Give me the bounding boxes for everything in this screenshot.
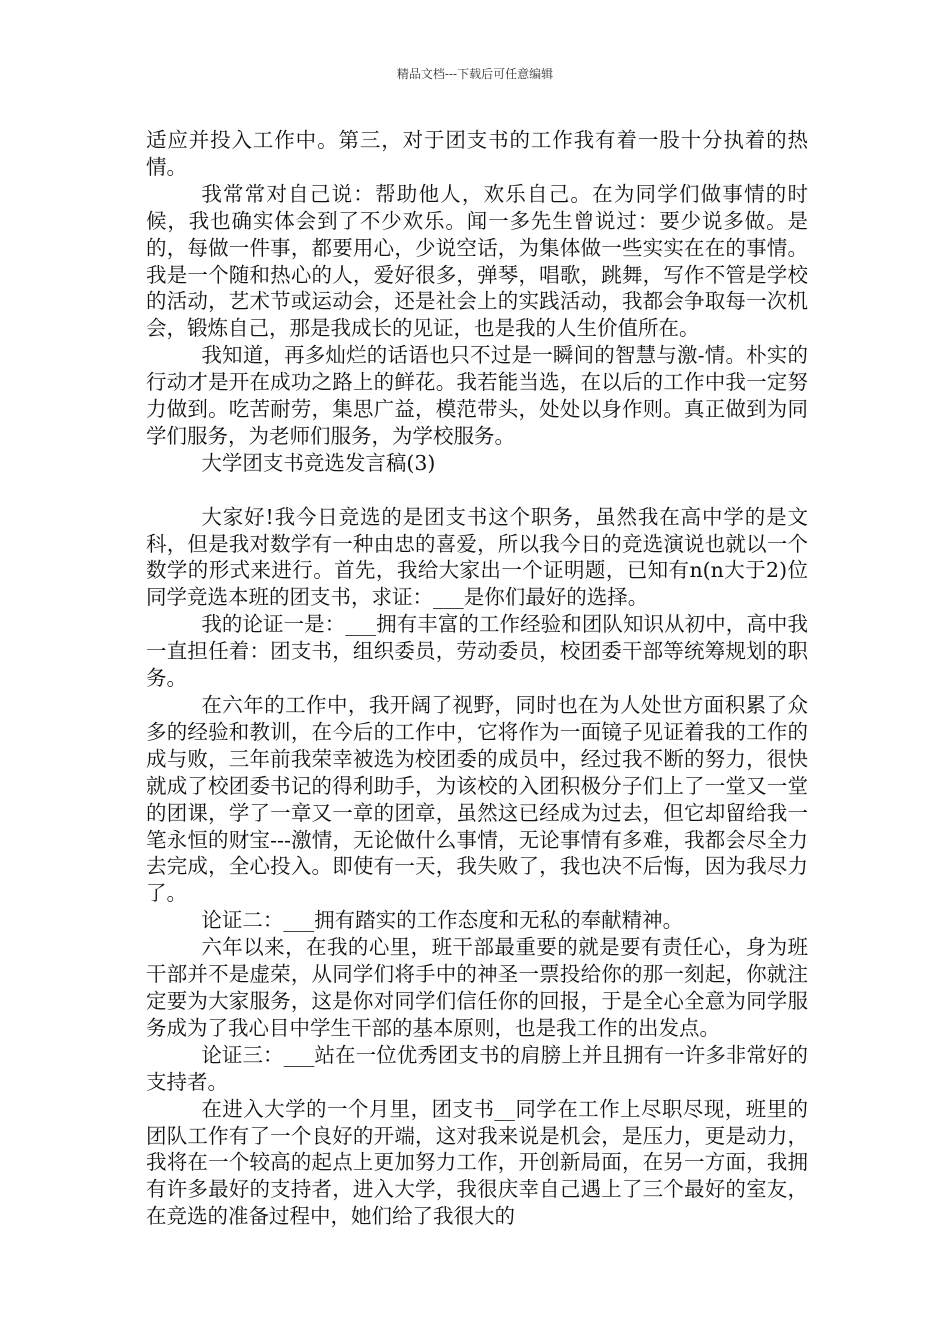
paragraph: 六年以来，在我的心里，班干部最重要的就是要有责任心，身为班干部并不是虚荣，从同学们将手中的神圣一票投给你的那一刻起，你就注定要为大家服务，这是你对同学们信任你的回报，于是全心全意为同学服务成为了我心目中学生干部的基本原则，也是我工作的出发点。 bbox=[146, 935, 808, 1040]
paragraph: 我的论证一是：___拥有丰富的工作经验和团队知识从初中，高中我一直担任着：团支书，组织委员，劳动委员，校团委干部等统筹规划的职务。 bbox=[146, 612, 808, 691]
section-title: 大学团支书竞选发言稿(3) bbox=[201, 450, 436, 475]
blank-line bbox=[146, 477, 808, 504]
document-body bbox=[146, 127, 808, 1230]
paragraph: 论证三：___站在一位优秀团支书的肩膀上并且拥有一许多非常好的支持者。 bbox=[146, 1042, 808, 1094]
page-header: 精品文档---下载后可任意编辑 bbox=[396, 67, 554, 81]
paragraph: 在进入大学的一个月里，团支书__同学在工作上尽职尽现，班里的团队工作有了一个良好的开端，这对我来说是机会，是压力，更是动力，我将在一个较高的起点上更加努力工作，开创新局面，在另一方面，我拥有许多最好的支持者，进入大学，我很庆幸自己遇上了三个最好的室友，在竞选的准备过程中，她们给了我很大的 bbox=[146, 1096, 808, 1229]
paragraph: 我常常对自己说：帮助他人，欢乐自己。在为同学们做事情的时候，我也确实体会到了不少欢乐。闻一多先生曾说过：要少说多做。是的，每做一件事，都要用心，少说空话，为集体做一些实实在在的事情。我是一个随和热心的人，爱好很多，弹琴，唱歌，跳舞，写作不管是学校的活动，艺术节或运动会，还是社会上的实践活动，我都会争取每一次机会，锻炼自己，那是我成长的见证，也是我的人生价值所在。 bbox=[146, 181, 808, 341]
paragraph: 在六年的工作中，我开阔了视野，同时也在为人处世方面积累了众多的经验和教训，在今后的工作中，它将作为一面镜子见证着我的工作的成与败，三年前我荣幸被选为校团委的成员中，经过我不断的努力，很快就成了校团委书记的得利助手，为该校的入团积极分子们上了一堂又一堂的团课，学了一章又一章的团章，虽然这已经成为过去，但它却留给我一笔永恒的财宝---激情，无论做什么事情，无论事情有多难，我都会尽全力去完成，全心投入。即使有一天，我失败了，我也决不后悔，因为我尽力了。 bbox=[146, 693, 808, 906]
paragraph: 我知道，再多灿烂的话语也只不过是一瞬间的智慧与激-情。朴实的行动才是开在成功之路上的鲜花。我若能当选，在以后的工作中我一定努力做到。吃苦耐劳，集思广益，模范带头，处处以身作则。真正做到为同学们服务，为老师们服务，为学校服务。 bbox=[146, 343, 808, 448]
paragraph: 适应并投入工作中。第三，对于团支书的工作我有着一股十分执着的热情。 bbox=[146, 128, 808, 179]
paragraph: 论证二：___拥有踏实的工作态度和无私的奉献精神。 bbox=[201, 908, 684, 933]
paragraph: 大家好!我今日竞选的是团支书这个职务，虽然我在高中学的是文科，但是我对数学有一种由忠的喜爱，所以我今日的竞选演说也就以一个数学的形式来进行。首先，我给大家出一个证明题，已知有n(n大于2)位同学竞选本班的团支书，求证：___是你们最好的选择。 bbox=[146, 504, 808, 610]
